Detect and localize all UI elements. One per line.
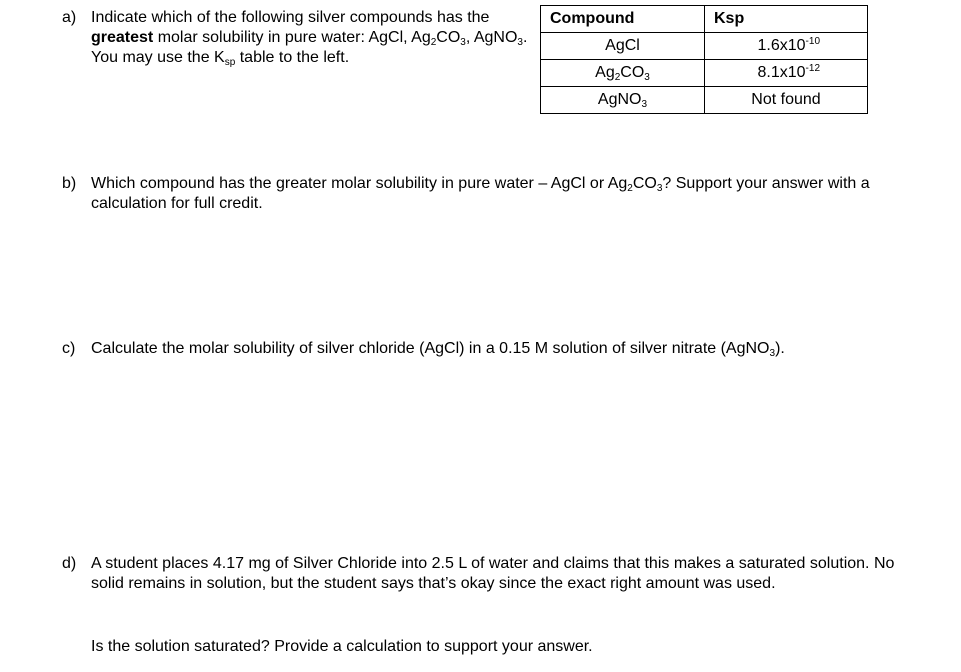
ksp-cell: $8.1x10^{-12}$ [705, 60, 868, 87]
table-row [541, 33, 868, 60]
question-b-label: b) [62, 175, 77, 192]
compound-cell: $Ag_2CO_3$ [541, 60, 705, 87]
table-row [541, 87, 868, 114]
compound-cell: AgCl [541, 33, 705, 60]
ksp-cell: Not found [705, 87, 868, 114]
table-row [541, 60, 868, 87]
header-compound: Compound [541, 6, 705, 33]
compound-cell: AgNO$_3$ [541, 87, 705, 114]
question-a-text: Indicate which of the following silver compounds has the greatest molar solubility in pure water: AgCl, $Ag_2CO_3$, AgNO$_3$. You may use the $K_{sp}$ table to the left. [91, 9, 528, 68]
ksp-table [540, 5, 868, 114]
question-c-text: Calculate the molar solubility of silver chloride (AgCl) in a 0.15 M solution of silver nitrate (AgNO$_3$). [91, 340, 785, 359]
ksp-table-header [541, 6, 868, 33]
question-a-label: a) [62, 9, 77, 26]
question-d-prompt: Is the solution saturated? Provide a calculation to support your answer. [91, 638, 593, 655]
question-d-text: A student places 4.17 mg of Silver Chloride into 2.5 L of water and claims that this makes a saturated solution. No solid remains in solution, but the student says that’s okay since the exact right amount was used. [91, 555, 895, 592]
question-c-label: c) [62, 340, 76, 357]
question-d-label: d) [62, 555, 77, 572]
header-ksp: Ksp [705, 6, 868, 33]
ksp-cell: $1.6x10^{-10}$ [705, 33, 868, 60]
question-b-text: Which compound has the greater molar solubility in pure water – AgCl or $Ag_2CO_3$? Support your answer with a calculation for full credit. [91, 175, 870, 212]
